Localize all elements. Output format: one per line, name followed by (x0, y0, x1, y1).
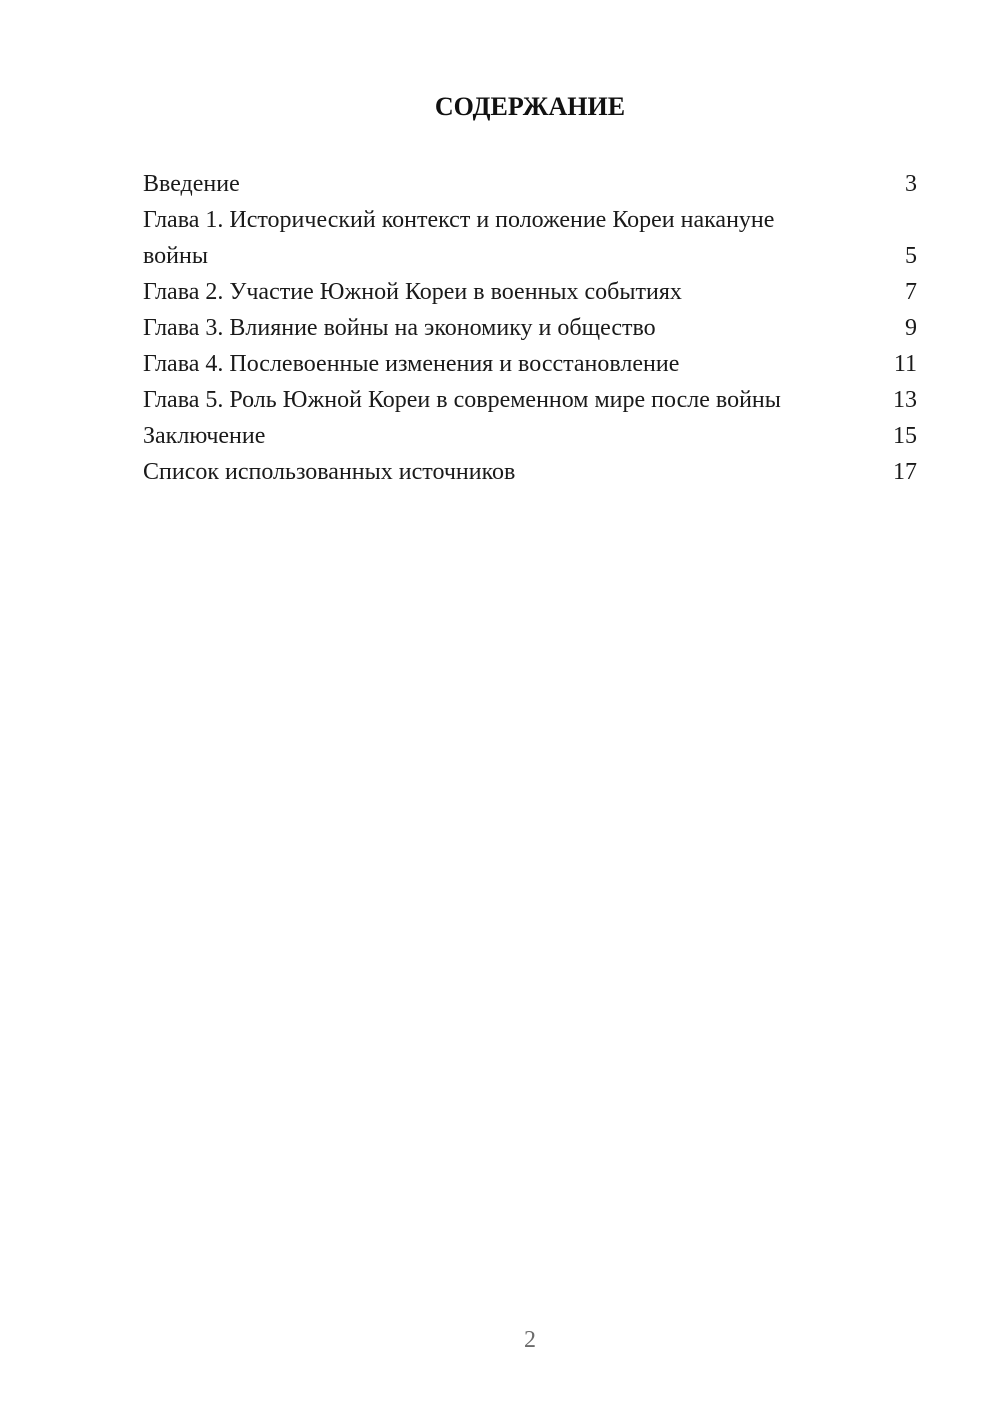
table-of-contents (143, 166, 917, 490)
toc-entry-label: Глава 1. Исторический контекст и положение Кореи накануне войны (143, 207, 775, 269)
footer-page-number: 2 (524, 1327, 536, 1353)
toc-entry-label: Заключение (143, 423, 266, 449)
toc-entry-page-number: 7 (905, 279, 917, 305)
toc-entry-page-number: 5 (905, 243, 917, 269)
toc-entry-page-number: 17 (893, 459, 917, 485)
toc-entry (143, 454, 917, 490)
toc-entry-label: Глава 2. Участие Южной Кореи в военных событиях (143, 279, 682, 305)
toc-entry-label: Глава 3. Влияние войны на экономику и общество (143, 315, 656, 341)
toc-entry (143, 382, 917, 418)
toc-entry (143, 310, 917, 346)
toc-entry-page-number: 13 (893, 387, 917, 413)
toc-entry (143, 166, 917, 202)
page-title: СОДЕРЖАНИЕ (434, 92, 626, 121)
toc-entry (143, 202, 917, 274)
toc-entry-page-number: 9 (905, 315, 917, 341)
toc-entry-label: Глава 5. Роль Южной Кореи в современном мире после войны (143, 387, 781, 413)
toc-entry (143, 418, 917, 454)
toc-entry-label: Список использованных источников (143, 459, 516, 485)
toc-entry-page-number: 15 (893, 423, 917, 449)
toc-entry-page-number: 11 (893, 351, 917, 377)
toc-entry-page-number: 3 (905, 171, 917, 197)
toc-entry-label: Глава 4. Послевоенные изменения и восстановление (143, 351, 680, 377)
toc-entry (143, 274, 917, 310)
toc-entry (143, 346, 917, 382)
toc-entry-label: Введение (143, 171, 240, 197)
